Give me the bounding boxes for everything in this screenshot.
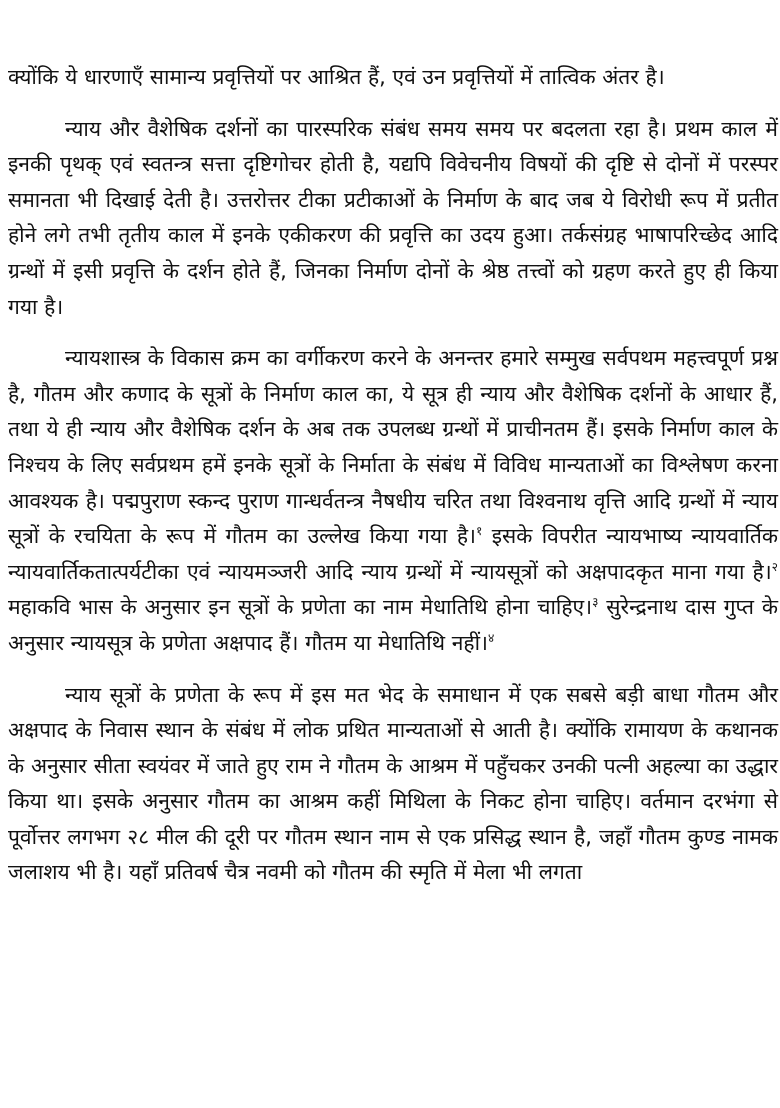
paragraph-4: न्याय सूत्रों के प्रणेता के रूप में इस मत भेद के समाधान में एक सबसे बड़ी बाधा गौतम और अक्षपाद के निवास स्थान के संबंध में लोक प्रथित मान्यताओं से आती है। क्योंकि रामायण के कथानक के अनुसार सीता स्वयंवर में जाते हुए राम ने गौतम के आश्रम में पहुँचकर उनकी पत्नी अहल्या का उद्धार किया था। इसके अनुसार गौतम का आश्रम कहीं मिथिला के निकट होना चाहिए। वर्तमान दरभंगा से पूर्वोत्तर लगभग २८ मील की दूरी पर गौतम स्थान नाम से एक प्रसिद्ध स्थान है, जहाँ गौतम कुण्ड नामक जलाशय भी है। यहाँ प्रतिवर्ष चैत्र नवमी को गौतम की स्मृति में मेला भी लगता	[8, 682, 778, 885]
footnote-marker-4: ४	[487, 630, 495, 645]
paragraph-2: न्याय और वैशेषिक दर्शनों का पारस्परिक संबंध समय समय पर बदलता रहा है। प्रथम काल में इनकी पृथक् एवं स्वतन्त्र सत्ता दृष्टिगोचर होती है, यद्यपि विवेचनीय विषयों की दृष्टि से दोनों में परस्पर समानता भी दिखाई देती है। उत्तरोत्तर टीका प्रटीकाओं के निर्माण के बाद जब ये विरोधी रूप में प्रतीत होने लगे तभी तृतीय काल में इनके एकीकरण की प्रवृत्ति का उदय हुआ। तर्कसंग्रह भाषापरिच्छेद आदि ग्रन्थों में इसी प्रवृत्ति के दर्शन होते हैं, जिनका निर्माण दोनों के श्रेष्ठ तत्त्वों को ग्रहण करते हुए ही किया गया है।	[8, 116, 778, 319]
paragraph-1: क्योंकि ये धारणाएँ सामान्य प्रवृत्तियों पर आश्रित हैं, एवं उन प्रवृत्तियों में तात्विक अंतर है।	[8, 65, 665, 89]
footnote-marker-3: ३	[592, 595, 599, 610]
paragraph-3-text-a: न्यायशास्त्र के विकास क्रम का वर्गीकरण करने के अनन्तर हमारे सम्मुख सर्वपथम महत्त्वपूर्ण प्रश्न है, गौतम और कणाद के सूत्रों के निर्माण काल का, ये सूत्र ही न्याय और वैशेषिक दर्शनों के आधार हैं, तथा ये ही न्याय और वैशेषिक दर्शन के अब तक उपलब्ध ग्रन्थों में प्राचीनतम हैं। इसके निर्माण काल के निश्चय के लिए सर्वप्रथम हमें इनके सूत्रों के निर्माता के संबंध में विविध मान्यताओं का विश्लेषण करना आवश्यक है। पद्मपुराण स्कन्द पुराण गान्धर्वतन्त्र नैषधीय चरित तथा विश्वनाथ वृत्ति आदि ग्रन्थों में न्याय सूत्रों के रचयिता के रूप में गौतम का उल्लेख किया गया है।	[8, 346, 778, 549]
paragraph-3	[8, 341, 778, 661]
footnote-marker-2: २	[771, 559, 778, 574]
paragraph-3-text-d: सुरेन्द्रनाथ दास गुप्त के अनुसार न्यायसूत्र के प्रणेता अक्षपाद हैं। गौतम या मेधातिथि नहीं।	[8, 595, 778, 655]
document-page	[8, 60, 778, 907]
paragraph-3-text-c: महाकवि भास के अनुसार इन सूत्रों के प्रणेता का नाम मेधातिथि होना चाहिए।	[8, 595, 593, 620]
footnote-marker-1: १	[475, 524, 483, 539]
paragraph-3-text-b: इसके विपरीत न्यायभाष्य न्यायवार्तिक न्यायवार्तिकतात्पर्यटीका एवं न्यायमञ्जरी आदि न्याय ग्रन्थों में न्यायसूत्रों को अक्षपादकृत माना गया है।	[8, 524, 779, 584]
